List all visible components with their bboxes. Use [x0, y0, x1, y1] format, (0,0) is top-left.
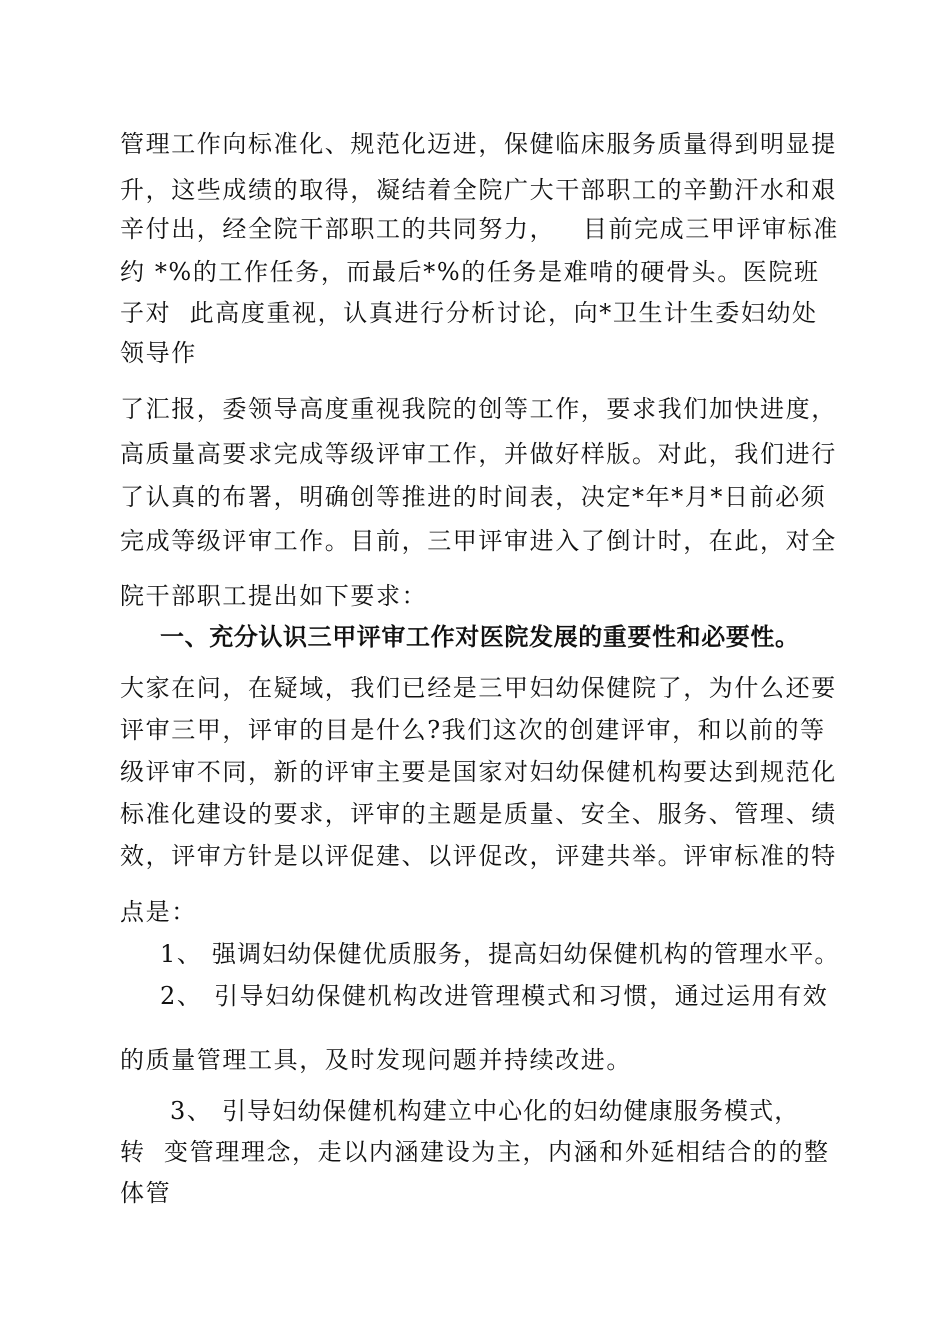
- list-marker: 2、: [160, 982, 203, 1010]
- text-line: 高质量高要求完成等级评审工作，并做好样版。对此，我们进行: [120, 440, 837, 468]
- text-line: 领导作: [120, 339, 197, 367]
- text-line: 引导妇幼保健机构建立中心化的妇幼健康服务模式，: [222, 1097, 800, 1125]
- text-line: 升，这些成绩的取得，凝结着全院广大干部职工的辛勤汗水和艰: [120, 176, 837, 204]
- text-line: 院干部职工提出如下要求：: [120, 582, 428, 610]
- text-line: 强调妇幼保健优质服务，提高妇幼保健机构的管理水平。: [212, 940, 840, 968]
- text-line: 体管: [120, 1179, 172, 1207]
- text-line: 完成等级评审工作。目前，三甲评审进入了倒计时，在此，对全: [120, 527, 837, 555]
- text-line: 标准化建设的要求，评审的主题是质量、安全、服务、管理、绩: [120, 800, 837, 828]
- text-line: 了认真的布署，明确创等推进的时间表，决定*年*月*日前必须: [120, 483, 827, 511]
- text-line: 辛付出，经全院干部职工的共同努力， 目前完成三甲评审标准: [120, 215, 839, 243]
- text-line: 管理工作向标准化、规范化迈进，保健临床服务质量得到明显提: [120, 130, 837, 158]
- list-marker: 3、: [170, 1097, 213, 1125]
- text-line: 引导妇幼保健机构改进管理模式和习惯，通过运用有效: [214, 982, 829, 1010]
- text-line: 的质量管理工具，及时发现问题并持续改进。: [120, 1046, 632, 1074]
- text-line: 大家在问，在疑域，我们已经是三甲妇幼保健院了，为什么还要: [120, 674, 837, 702]
- text-line: 子对 此高度重视，认真进行分析讨论，向*卫生计生委妇幼处: [120, 299, 818, 327]
- text-line: 约 *%的工作任务，而最后*%的任务是难啃的硬骨头。医院班: [120, 258, 820, 286]
- text-line: 效，评审方针是以评促建、以评促改，评建共举。评审标准的特: [120, 842, 837, 870]
- text-line: 点是：: [120, 898, 197, 926]
- text-line: 转 变管理理念，走以内涵建设为主，内涵和外延相结合的的整: [120, 1138, 830, 1166]
- text-line: 级评审不同，新的评审主要是国家对妇幼保健机构要达到规范化: [120, 758, 837, 786]
- text-line: 评审三甲，评审的目是什么?我们这次的创建评审，和以前的等: [120, 716, 826, 744]
- text-line: 了汇报，委领导高度重视我院的创等工作，要求我们加快进度，: [120, 395, 837, 423]
- section-heading: 一、充分认识三甲评审工作对医院发展的重要性和必要性。: [160, 623, 800, 651]
- list-marker: 1、: [160, 940, 203, 968]
